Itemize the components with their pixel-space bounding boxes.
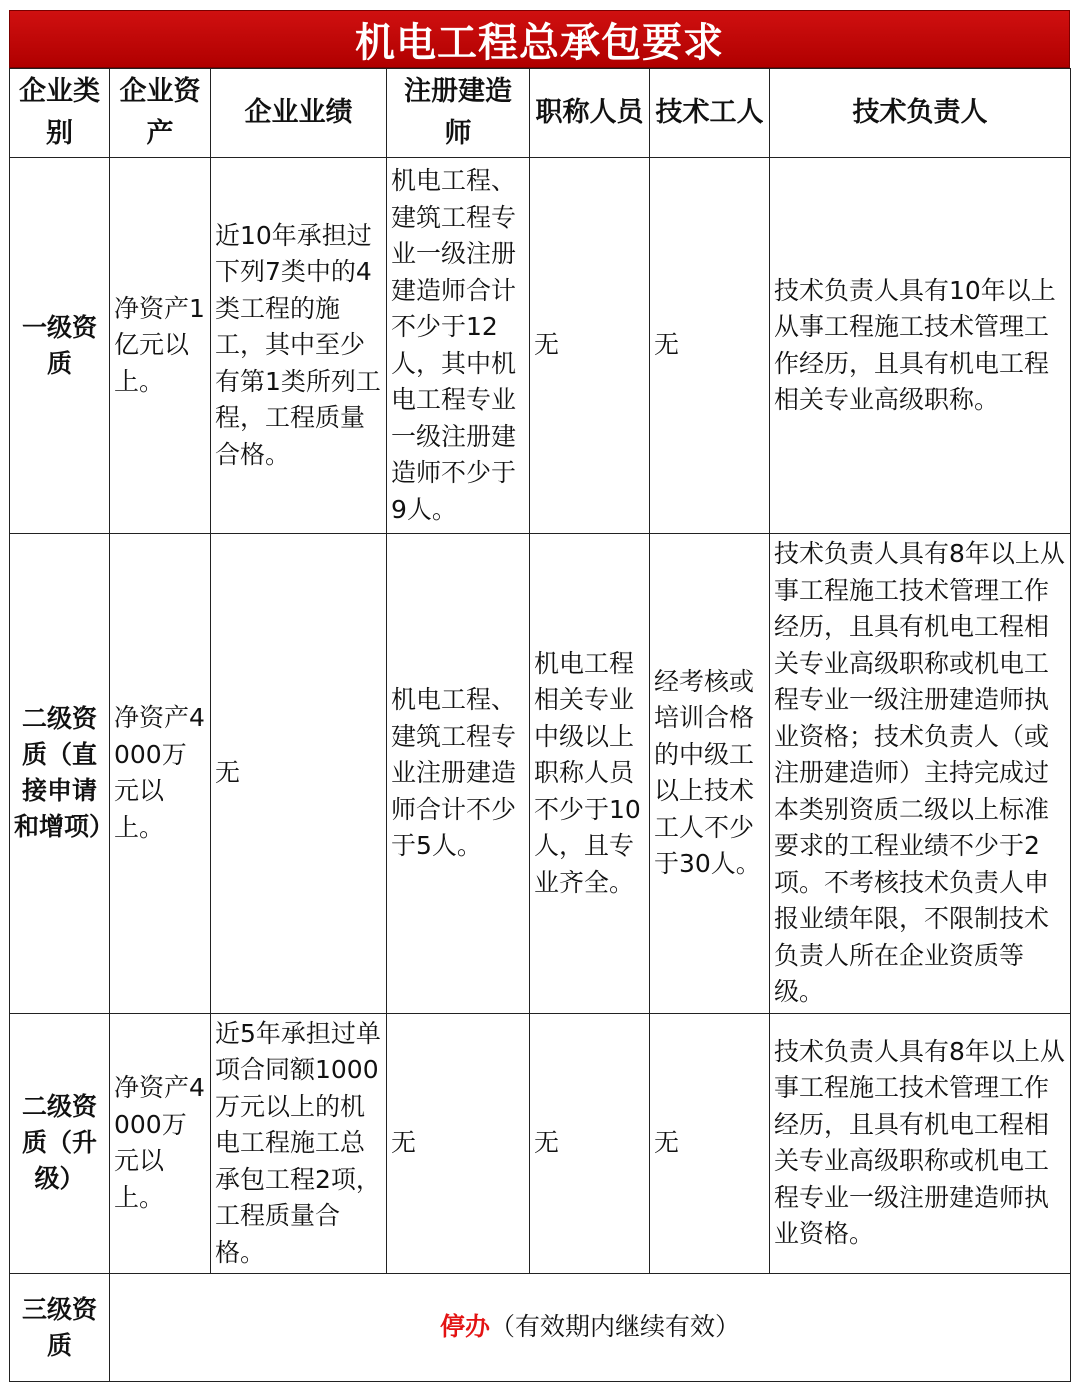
header-category: 企业类别 (10, 69, 110, 158)
row-performance: 近5年承担过单项合同额1000万元以上的机电工程施工总承包工程2项，工程质量合格。 (211, 1013, 387, 1274)
row-titled-staff: 无 (530, 1013, 650, 1274)
header-constructors: 注册建造师 (387, 69, 530, 158)
row-performance: 无 (211, 534, 387, 1014)
level-three-status-cell (110, 1274, 1071, 1382)
header-performance: 企业业绩 (211, 69, 387, 158)
row-titled-staff: 机电工程相关专业中级以上职称人员不少于10人，且专业齐全。 (530, 534, 650, 1014)
row-category: 二级资质（升级） (10, 1013, 110, 1274)
row-constructors: 无 (387, 1013, 530, 1274)
header-assets: 企业资产 (110, 69, 211, 158)
row-category: 一级资质 (10, 158, 110, 534)
page-title: 机电工程总承包要求 (9, 10, 1070, 68)
row-tech-lead: 技术负责人具有8年以上从事工程施工技术管理工作经历，且具有机电工程相关专业高级职称或机电工程专业一级注册建造师执业资格。 (770, 1013, 1071, 1274)
header-titled-staff: 职称人员 (530, 69, 650, 158)
row-titled-staff: 无 (530, 158, 650, 534)
row-tech-lead: 技术负责人具有8年以上从事工程施工技术管理工作经历，且具有机电工程相关专业高级职称或机电工程专业一级注册建造师执业资格；技术负责人（或注册建造师）主持完成过本类别资质二级以上标准要求的工程业绩不少于2项。不考核技术负责人申报业绩年限，不限制技术负责人所在企业资质等级。 (770, 534, 1071, 1014)
table-row-level-three (10, 1274, 1071, 1382)
status-note: （有效期内继续有效） (490, 1312, 741, 1342)
header-tech-lead: 技术负责人 (770, 69, 1071, 158)
row-constructors: 机电工程、建筑工程专业一级注册建造师合计不少于12人，其中机电工程专业一级注册建造师不少于9人。 (387, 158, 530, 534)
table-row (10, 1013, 1071, 1274)
header-technicians: 技术工人 (650, 69, 770, 158)
qualification-table (9, 68, 1071, 1382)
row-constructors: 机电工程、建筑工程专业注册建造师合计不少于5人。 (387, 534, 530, 1014)
row-category: 二级资质（直接申请和增项） (10, 534, 110, 1014)
row-category: 三级资质 (10, 1274, 110, 1382)
row-technicians: 无 (650, 1013, 770, 1274)
header-row (10, 69, 1071, 158)
row-assets: 净资产1亿元以上。 (110, 158, 211, 534)
row-technicians: 无 (650, 158, 770, 534)
status-suspended: 停办 (439, 1312, 490, 1342)
row-technicians: 经考核或培训合格的中级工以上技术工人不少于30人。 (650, 534, 770, 1014)
row-performance: 近10年承担过下列7类中的4类工程的施工，其中至少有第1类所列工程，工程质量合格。 (211, 158, 387, 534)
table-row (10, 534, 1071, 1014)
row-assets: 净资产4000万元以上。 (110, 1013, 211, 1274)
table-row (10, 158, 1071, 534)
row-tech-lead: 技术负责人具有10年以上从事工程施工技术管理工作经历，且具有机电工程相关专业高级职称。 (770, 158, 1071, 534)
row-assets: 净资产4000万元以上。 (110, 534, 211, 1014)
